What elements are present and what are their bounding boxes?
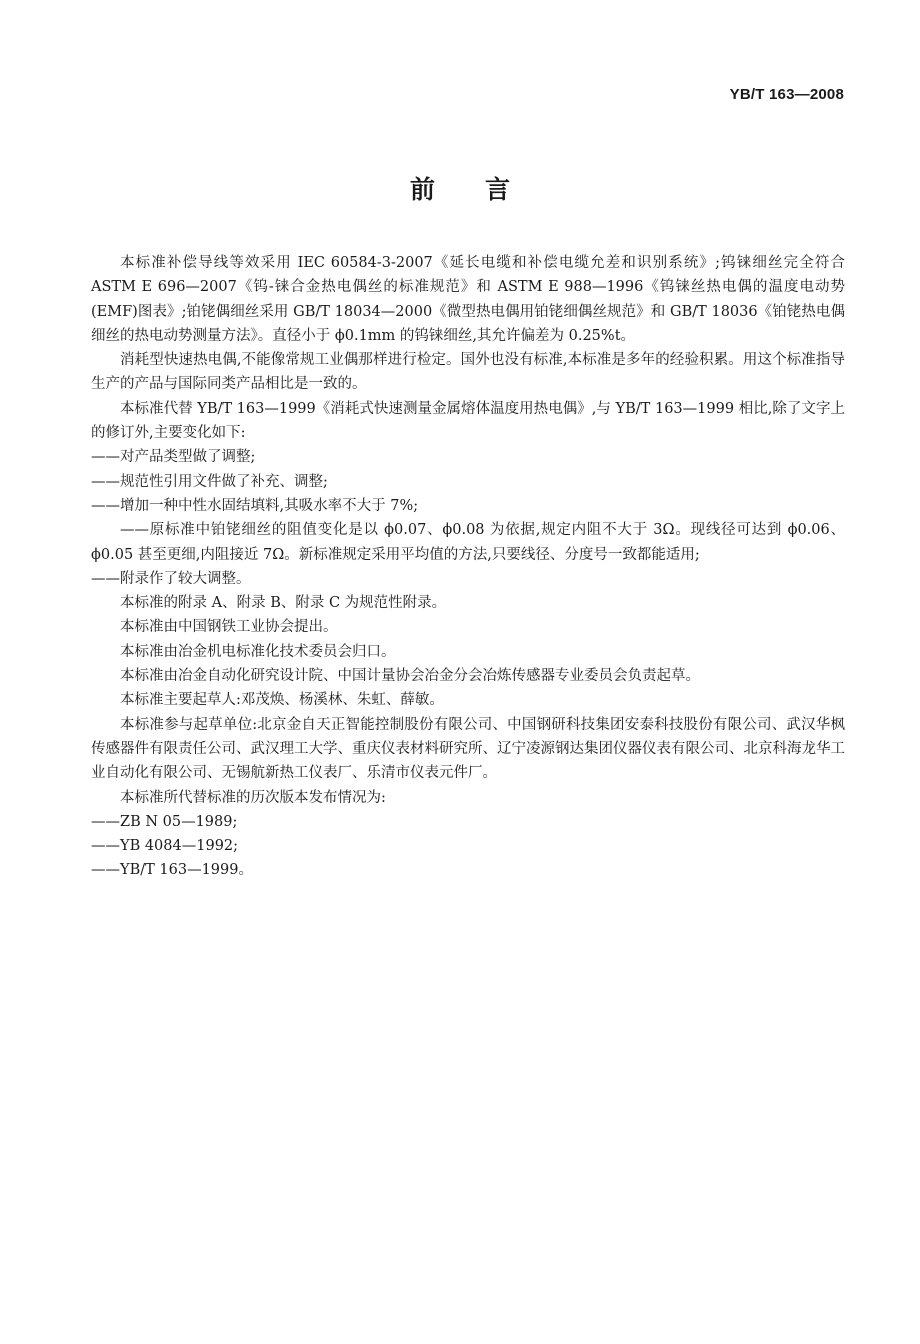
document-body xyxy=(91,251,845,883)
paragraph-replacement: 本标准代替 YB/T 163—1999《消耗式快速测量金属熔体温度用热电偶》,与 YB/T 163—1999 相比,除了文字上的修订外,主要变化如下: xyxy=(91,400,845,442)
change-item-filler: ——增加一种中性水固结填料,其吸水率不大于 7%; xyxy=(91,497,419,514)
change-item-resistance: ——原标准中铂铑细丝的阻值变化是以 ϕ0.07、ϕ0.08 为依据,规定内阻不大于 3Ω。现线径可达到 ϕ0.06、ϕ0.05 甚至更细,内阻接近 7Ω。新标准规定采用平均值的方法,只要线径、分度号一致都能适用; xyxy=(91,522,845,563)
history-item-yb-t-163: ——YB/T 163—1999。 xyxy=(91,862,253,879)
info-main-drafters: 本标准主要起草人:邓茂焕、杨溪林、朱虹、薛敏。 xyxy=(120,692,444,709)
info-annexes: 本标准的附录 A、附录 B、附录 C 为规范性附录。 xyxy=(120,595,447,612)
info-drafted-by: 本标准由冶金自动化研究设计院、中国计量协会冶金分会冶炼传感器专业委员会负责起草。 xyxy=(120,668,700,685)
page-title: 前言 xyxy=(409,175,560,204)
info-participating-units: 本标准参与起草单位:北京金自天正智能控制股份有限公司、中国钢研科技集团安泰科技股份有限公司、武汉华枫传感器件有限责任公司、武汉理工大学、重庆仪表材料研究所、辽宁凌源钢达集团仪器仪表有限公司、北京科海龙华工业自动化有限公司、无锡航新热工仪表厂、乐清市仪表元件厂。 xyxy=(91,716,845,782)
info-under-jurisdiction: 本标准由冶金机电标准化技术委员会归口。 xyxy=(120,643,396,660)
info-proposed-by: 本标准由中国钢铁工业协会提出。 xyxy=(120,619,338,636)
change-item-annex: ——附录作了较大调整。 xyxy=(91,570,251,587)
change-item-product-type: ——对产品类型做了调整; xyxy=(91,449,256,466)
history-item-zb: ——ZB N 05—1989; xyxy=(91,813,238,830)
paragraph-adoption: 本标准补偿导线等效采用 IEC 60584-3-2007《延长电缆和补偿电缆允差和识别系统》;钨铼细丝完全符合 ASTM E 696—2007《钨-铼合金热电偶丝的标准规范》和 ASTM E 988—1996《钨铼丝热电偶的温度电动势(EMF)图表》;铂铑偶细丝采用 GB/T 18034—2000《微型热电偶用铂铑细偶丝规范》和 GB/T 18036《铂铑热电偶细丝的热电动势测量方法》。直径小于 ϕ0.1mm 的钨铼细丝,其允许偏差为 0.25%t。 xyxy=(91,255,845,344)
paragraph-consumable-thermocouple: 消耗型快速热电偶,不能像常规工业偶那样进行检定。国外也没有标准,本标准是多年的经验积累。用这个标准指导生产的产品与国际同类产品相比是一致的。 xyxy=(91,352,845,393)
change-item-references: ——规范性引用文件做了补充、调整; xyxy=(91,473,328,490)
history-item-yb-4084: ——YB 4084—1992; xyxy=(91,838,239,855)
info-history-intro: 本标准所代替标准的历次版本发布情况为: xyxy=(120,789,386,806)
standard-number: YB/T 163—2008 xyxy=(729,86,844,103)
